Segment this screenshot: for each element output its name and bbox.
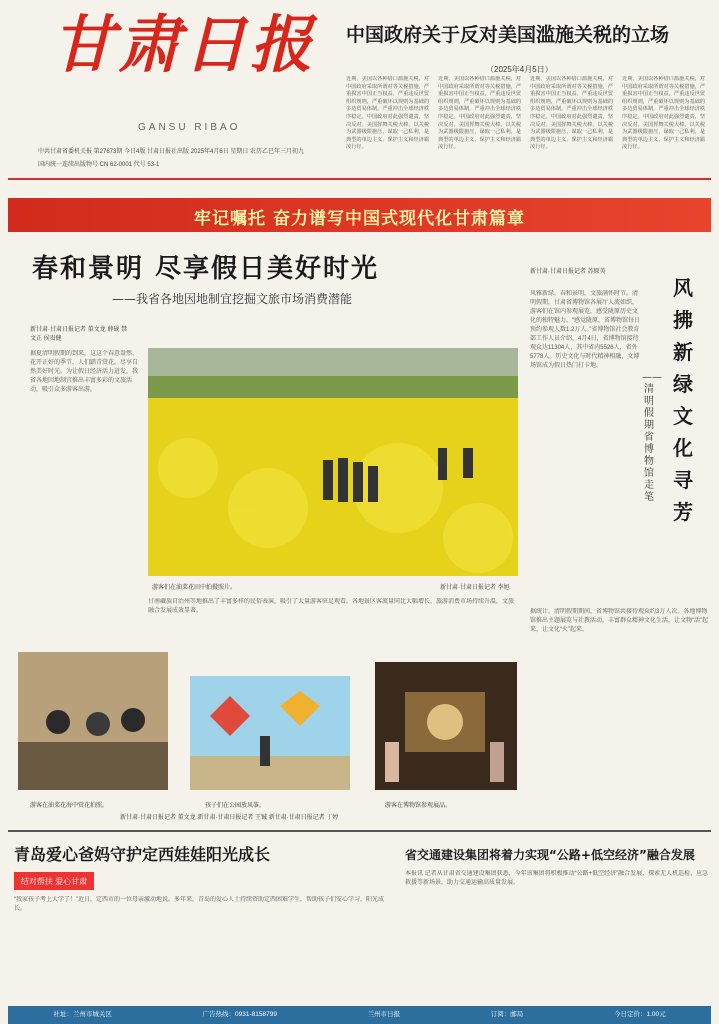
- small-caption-1: 游客在油菜花海中赏花拍照。: [30, 803, 109, 809]
- top-col-3: 近期，美国以各种借口滥施关税，对中国政府采取所谓对等关税措施，严重损害中国正当权益，严重违反世贸组织规则，严重破坏以规则为基础的多边贸易体制，严重冲击全球经济秩序稳定。中国政府对此强烈谴责，坚决反对。美国挥舞关税大棒，以关税为武器极限施压，谋取一己私利，是典型的单边主义、保护主义和经济霸凌行径。: [530, 76, 614, 151]
- top-headline[interactable]: 中国政府关于反对美国滥施关税的立场: [346, 24, 670, 46]
- footer-item: 今日定价：1.00元: [613, 1011, 666, 1018]
- lead-photo-caption: 游客们在油菜花田中拍摄照片。: [152, 585, 237, 591]
- top-story-body: [346, 76, 711, 171]
- small-photo-credits: 新甘肃·甘肃日报记者 董文龙 新甘肃·甘肃日报记者 王铖 新甘肃·甘肃日报记者 丁婷: [120, 815, 339, 821]
- lead-photo-credit: 新甘肃·甘肃日报记者 李旭: [440, 585, 510, 591]
- museum-image: [375, 662, 517, 790]
- story3-body: 本报讯 记者从甘肃省交通建设集团获悉，今年该集团将积极推动“公路+低空经济”融合发展，探索无人机巡检、应急救援等新场景，助力交通运输高质量发展。: [405, 871, 709, 886]
- masthead-logo: 甘肃日报: [52, 8, 317, 81]
- top-date: （2025年4月5日）: [486, 65, 553, 74]
- footer-item: 兰州市日报: [367, 1011, 401, 1018]
- lead-byline: 新甘肃·甘肃日报记者 董文龙 薛砚 禁文正 侯贵健: [30, 327, 127, 342]
- footer-item: 订阅：邮局: [490, 1011, 524, 1018]
- right-byline: 新甘肃·甘肃日报记者 苏原英: [530, 269, 606, 275]
- footer-info: [8, 1009, 711, 1018]
- issue-info: 中共甘肃省委机关报 第27673期 今日4版 甘肃日报社出版 2025年4月6日 星期日 农历乙巳年三月初九 国内统一连续出版物号 CN 62-0001 代号 53-1: [38, 149, 305, 168]
- masthead-pinyin: GANSU RIBAO: [138, 122, 241, 133]
- masthead-divider: [8, 178, 711, 180]
- footer-item: 广告热线：0931-8158799: [202, 1011, 277, 1018]
- right-subtitle: ——清明假期省博物馆走笔: [642, 372, 662, 503]
- lead-title[interactable]: 春和景明 尽享假日美好时光: [32, 254, 380, 284]
- right-lower-body: 据统计，清明假期期间，省博物馆共接待观众约3万人次。各地博物馆推出主题展览与社教活动，丰富群众精神文化生活，让文物“活”起来，让文化“火”起来。: [530, 609, 708, 633]
- lead-subtitle: ——我省各地因地制宜挖掘文旅市场消费潜能: [112, 292, 353, 306]
- photo-small-1[interactable]: [18, 652, 168, 790]
- right-body: 风雅新绿，春和景明，文旅满怀时节。清明假期，甘肃省博物馆各展厅人流如织，游客们在馆内参观展览，感受陇原历史文化的独特魅力。“感觉陇原，省博物馆每日预约参观人数1.2万人。”省博物馆社会教育部工作人员介绍，4月4日，省博物馆接待观众达11304人，其中省内5526人，省外5778人。历史文化与时代精神相融，文博场馆成为假日热门打卡地。: [530, 291, 640, 369]
- top-col-4: 近期，美国以各种借口滥施关税，对中国政府采取所谓对等关税措施，严重损害中国正当权益，严重违反世贸组织规则，严重破坏以规则为基础的多边贸易体制，严重冲击全球经济秩序稳定。中国政府对此强烈谴责，坚决反对。美国挥舞关税大棒，以关税为武器极限施压，谋取一己私利，是典型的单边主义、保护主义和经济霸凌行径。: [622, 76, 706, 151]
- lead-body: 据夏清明假期的到来，这这个春意盎然、花开正好的季节，人们踏青赏花，尽享自然美好时光。为让假日经济活力迸发，我省各地因地制宜推出丰富多彩的文旅活动，吸引众多游客出游。: [30, 351, 138, 393]
- kite-image: [190, 676, 350, 790]
- lead-mid-text: 甘南藏族自治州等地推出了丰富多样的民俗表演，吸引了大量游客驻足观看。各地景区客流量同比大幅增长，旅游消费市场持续升温，文旅融合发展成效显著。: [148, 599, 515, 614]
- small-caption-3: 游客在博物馆参观展品。: [385, 803, 452, 809]
- story2-body: “我家孩子考上大学了！”近日，定西市的一位母亲激动地说。多年来，青岛的爱心人士持续资助定西困难学生，帮助孩子们安心学习，阳光成长。: [14, 897, 384, 912]
- top-col-1: 近期，美国以各种借口滥施关税，对中国政府采取所谓对等关税措施，严重损害中国正当权益，严重违反世贸组织规则，严重破坏以规则为基础的多边贸易体制，严重冲击全球经济秩序稳定。中国政府对此强烈谴责，坚决反对。美国挥舞关税大棒，以关税为武器极限施压，谋取一己私利，是典型的单边主义、保护主义和经济霸凌行径。: [346, 76, 430, 151]
- lead-photo[interactable]: [148, 348, 518, 576]
- banner-text: 牢记嘱托 奋力谱写中国式现代化甘肃篇章: [194, 209, 525, 229]
- rapeseed-field-image: [148, 348, 518, 576]
- right-title[interactable]: 风拂新绿文化寻芳: [673, 276, 693, 524]
- section-divider: [8, 830, 711, 832]
- crowd-image: [18, 652, 168, 790]
- story3-title[interactable]: 省交通建设集团将着力实现“公路+低空经济”融合发展: [405, 848, 695, 862]
- photo-small-3[interactable]: [375, 662, 517, 790]
- story2-title[interactable]: 青岛爱心爸妈守护定西娃娃阳光成长: [14, 845, 271, 864]
- top-col-2: 近期，美国以各种借口滥施关税，对中国政府采取所谓对等关税措施，严重损害中国正当权益，严重违反世贸组织规则，严重破坏以规则为基础的多边贸易体制，严重冲击全球经济秩序稳定。中国政府对此强烈谴责，坚决反对。美国挥舞关税大棒，以关税为武器极限施压，谋取一己私利，是典型的单边主义、保护主义和经济霸凌行径。: [438, 76, 522, 151]
- small-caption-2: 孩子们在公园放风筝。: [205, 803, 266, 809]
- story2-tag: 结对帮扶 爱心甘肃: [14, 872, 94, 890]
- footer-item: 社址：兰州市城关区: [53, 1011, 112, 1018]
- photo-small-2[interactable]: [190, 676, 350, 790]
